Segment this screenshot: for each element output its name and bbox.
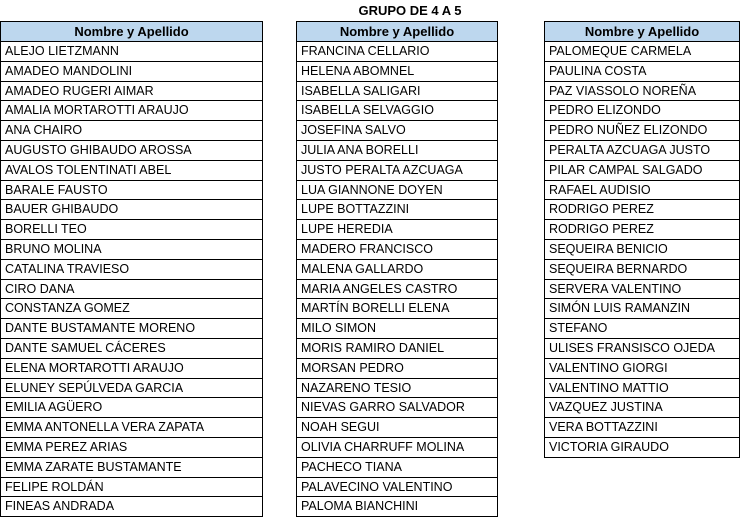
table-row (1, 121, 263, 141)
table-row (545, 358, 740, 378)
table-row (1, 220, 263, 240)
name-cell: SEQUEIRA BERNARDO (545, 259, 740, 279)
table-row (297, 180, 498, 200)
table-row (1, 81, 263, 101)
name-cell: CATALINA TRAVIESO (1, 259, 263, 279)
table-row (545, 101, 740, 121)
name-cell: NIEVAS GARRO SALVADOR (297, 398, 498, 418)
table-row (297, 220, 498, 240)
name-cell: MARIA ANGELES CASTRO (297, 279, 498, 299)
name-cell: JULIA ANA BORELLI (297, 140, 498, 160)
name-cell: STEFANO (545, 319, 740, 339)
name-cell: PALOMEQUE CARMELA (545, 42, 740, 62)
table-row (545, 437, 740, 457)
table-row (545, 299, 740, 319)
name-cell: EMMA PEREZ ARIAS (1, 437, 263, 457)
table-row (545, 418, 740, 438)
table-row (297, 101, 498, 121)
table-row (545, 200, 740, 220)
name-cell: FINEAS ANDRADA (1, 497, 263, 517)
name-cell: MILO SIMON (297, 319, 498, 339)
table-row (297, 319, 498, 339)
table-row (545, 61, 740, 81)
table-row (297, 398, 498, 418)
name-cell: VICTORIA GIRAUDO (545, 437, 740, 457)
name-cell: PEDRO NUÑEZ ELIZONDO (545, 121, 740, 141)
table-row (545, 239, 740, 259)
table-row (1, 358, 263, 378)
name-cell: ULISES FRANSISCO OJEDA (545, 338, 740, 358)
name-cell: RAFAEL AUDISIO (545, 180, 740, 200)
name-cell: ANA CHAIRO (1, 121, 263, 141)
name-cell: AUGUSTO GHIBAUDO AROSSA (1, 140, 263, 160)
name-cell: ELUNEY SEPÚLVEDA GARCIA (1, 378, 263, 398)
names-table-1 (0, 21, 263, 517)
name-cell: VERA BOTTAZZINI (545, 418, 740, 438)
table-row (1, 101, 263, 121)
name-cell: MARTÍN BORELLI ELENA (297, 299, 498, 319)
table-row (545, 378, 740, 398)
table-row (545, 220, 740, 240)
name-cell: ISABELLA SELVAGGIO (297, 101, 498, 121)
table-row (545, 42, 740, 62)
table-row (1, 61, 263, 81)
table-row (297, 140, 498, 160)
table-row (297, 160, 498, 180)
name-cell: MALENA GALLARDO (297, 259, 498, 279)
table-row (545, 140, 740, 160)
table-row (1, 239, 263, 259)
table-row (297, 437, 498, 457)
name-cell: RODRIGO PEREZ (545, 220, 740, 240)
name-cell: VALENTINO GIORGI (545, 358, 740, 378)
name-cell: EMMA ZARATE BUSTAMANTE (1, 457, 263, 477)
name-cell: DANTE BUSTAMANTE MORENO (1, 319, 263, 339)
table-row (545, 81, 740, 101)
name-cell: NAZARENO TESIO (297, 378, 498, 398)
name-cell: ALEJO LIETZMANN (1, 42, 263, 62)
table-row (545, 338, 740, 358)
name-cell: HELENA ABOMNEL (297, 61, 498, 81)
name-cell: SERVERA VALENTINO (545, 279, 740, 299)
table-row (297, 239, 498, 259)
name-cell: PACHECO TIANA (297, 457, 498, 477)
table-row (1, 497, 263, 517)
name-cell: PALOMA BIANCHINI (297, 497, 498, 517)
name-cell: VALENTINO MATTIO (545, 378, 740, 398)
table-row (545, 160, 740, 180)
table-row (297, 418, 498, 438)
name-cell: PEDRO ELIZONDO (545, 101, 740, 121)
name-cell: FRANCINA CELLARIO (297, 42, 498, 62)
name-cell: ELENA MORTAROTTI ARAUJO (1, 358, 263, 378)
table-row (1, 259, 263, 279)
name-cell: LUA GIANNONE DOYEN (297, 180, 498, 200)
name-cell: AVALOS TOLENTINATI ABEL (1, 160, 263, 180)
names-table-2 (296, 21, 498, 517)
name-cell: CONSTANZA GOMEZ (1, 299, 263, 319)
name-cell: LUPE BOTTAZZINI (297, 200, 498, 220)
table-row (1, 418, 263, 438)
table-row (297, 200, 498, 220)
name-cell: EMILIA AGÜERO (1, 398, 263, 418)
name-cell: JOSEFINA SALVO (297, 121, 498, 141)
column-header: Nombre y Apellido (545, 22, 740, 42)
name-cell: RODRIGO PEREZ (545, 200, 740, 220)
name-cell: CIRO DANA (1, 279, 263, 299)
name-cell: MADERO FRANCISCO (297, 239, 498, 259)
table-row (297, 358, 498, 378)
table-row (1, 477, 263, 497)
name-cell: ISABELLA SALIGARI (297, 81, 498, 101)
name-cell: MORIS RAMIRO DANIEL (297, 338, 498, 358)
name-cell: BAUER GHIBAUDO (1, 200, 263, 220)
table-row (297, 299, 498, 319)
table-row (1, 160, 263, 180)
table-row (297, 42, 498, 62)
name-cell: AMADEO RUGERI AIMAR (1, 81, 263, 101)
table-row (545, 259, 740, 279)
table-row (545, 319, 740, 339)
table-row (297, 259, 498, 279)
name-cell: BARALE FAUSTO (1, 180, 263, 200)
table-row (1, 338, 263, 358)
names-table-3 (544, 21, 740, 458)
table-row (1, 378, 263, 398)
name-cell: SIMÓN LUIS RAMANZIN (545, 299, 740, 319)
table-row (1, 140, 263, 160)
name-cell: LUPE HEREDIA (297, 220, 498, 240)
name-cell: AMADEO MANDOLINI (1, 61, 263, 81)
table-row (297, 338, 498, 358)
table-row (297, 81, 498, 101)
name-cell: PAULINA COSTA (545, 61, 740, 81)
name-cell: PILAR CAMPAL SALGADO (545, 160, 740, 180)
name-cell: FELIPE ROLDÁN (1, 477, 263, 497)
table-row (545, 398, 740, 418)
table-row (297, 477, 498, 497)
table-row (1, 319, 263, 339)
name-cell: PAZ VIASSOLO NOREÑA (545, 81, 740, 101)
table-row (297, 121, 498, 141)
name-cell: DANTE SAMUEL CÁCERES (1, 338, 263, 358)
table-row (297, 378, 498, 398)
name-cell: NOAH SEGUI (297, 418, 498, 438)
column-header: Nombre y Apellido (297, 22, 498, 42)
name-cell: SEQUEIRA BENICIO (545, 239, 740, 259)
table-row (297, 457, 498, 477)
column-header: Nombre y Apellido (1, 22, 263, 42)
table-row (1, 299, 263, 319)
table-row (545, 279, 740, 299)
table-row (1, 279, 263, 299)
name-cell: BORELLI TEO (1, 220, 263, 240)
table-row (297, 61, 498, 81)
page-title: GRUPO DE 4 A 5 (358, 3, 462, 18)
table-row (1, 180, 263, 200)
table-row (297, 279, 498, 299)
name-cell: MORSAN PEDRO (297, 358, 498, 378)
table-row (1, 437, 263, 457)
table-row (1, 42, 263, 62)
table-row (545, 121, 740, 141)
name-cell: VAZQUEZ JUSTINA (545, 398, 740, 418)
table-row (545, 180, 740, 200)
table-row (1, 457, 263, 477)
name-cell: JUSTO PERALTA AZCUAGA (297, 160, 498, 180)
table-row (297, 497, 498, 517)
name-cell: BRUNO MOLINA (1, 239, 263, 259)
name-cell: AMALIA MORTAROTTI ARAUJO (1, 101, 263, 121)
table-row (1, 398, 263, 418)
name-cell: PERALTA AZCUAGA JUSTO (545, 140, 740, 160)
name-cell: EMMA ANTONELLA VERA ZAPATA (1, 418, 263, 438)
table-row (1, 200, 263, 220)
name-cell: PALAVECINO VALENTINO (297, 477, 498, 497)
name-cell: OLIVIA CHARRUFF MOLINA (297, 437, 498, 457)
